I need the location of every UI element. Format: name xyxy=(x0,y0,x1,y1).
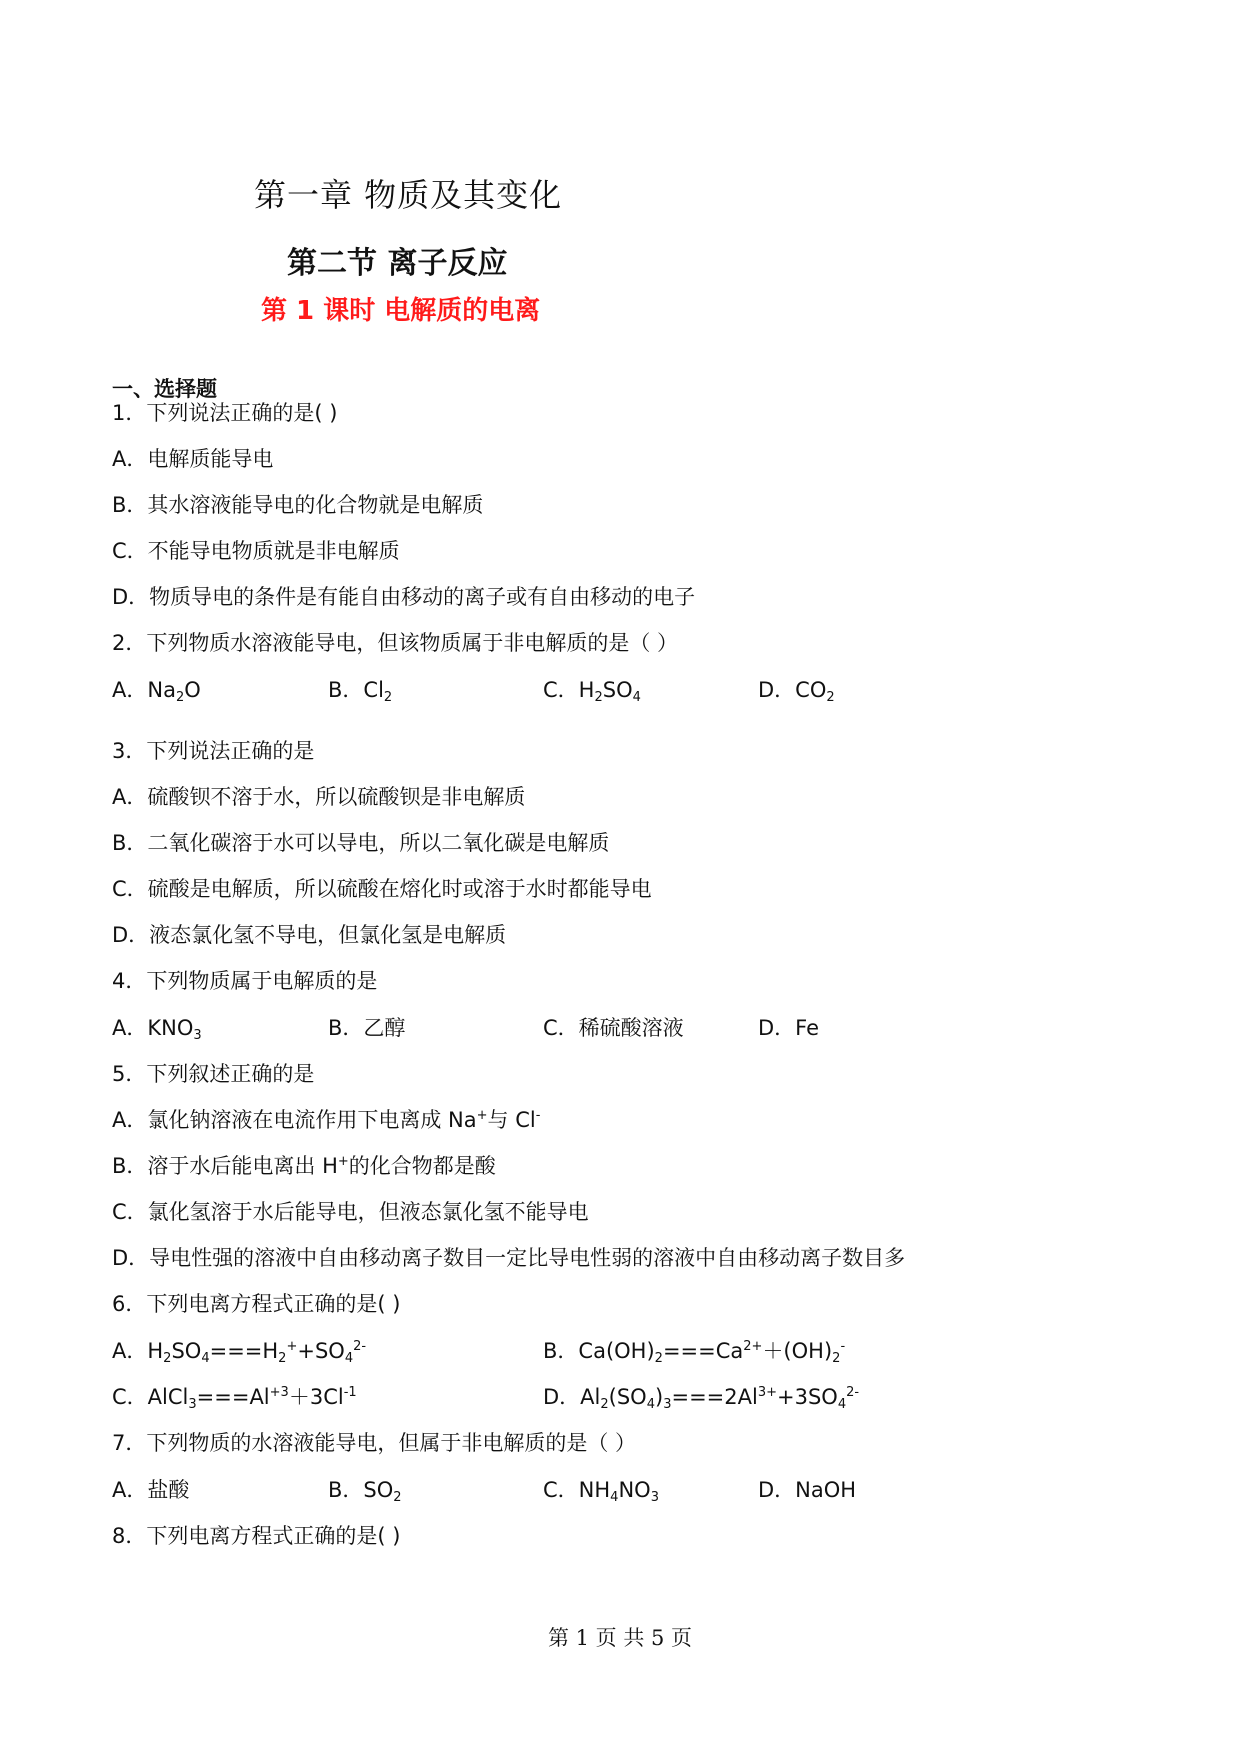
question-line xyxy=(112,397,337,427)
text-run: A．盐酸 xyxy=(112,1478,190,1502)
section-title: 第二节 离子反应 xyxy=(287,246,508,281)
question-line xyxy=(758,1012,819,1042)
text-run: 8．下列电离方程式正确的是( ) xyxy=(112,1524,401,1548)
text-run: D．导电性强的溶液中自由移动离子数目一定比导电性弱的溶液中自由移动离子数目多 xyxy=(112,1246,906,1270)
lesson-title: 第 1 课时 电解质的电离 xyxy=(261,296,541,326)
question-line xyxy=(328,674,392,704)
text-run: C．氯化氢溶于水后能导电，但液态氯化氢不能导电 xyxy=(112,1200,589,1224)
subscript: 3 xyxy=(188,1397,197,1412)
part-heading: 一、选择题 xyxy=(112,377,217,401)
text-run: SO xyxy=(171,1339,202,1363)
question-line xyxy=(112,1242,905,1272)
text-run: ===Al xyxy=(196,1385,270,1409)
subscript: 3 xyxy=(193,1028,202,1043)
text-run: C．不能导电物质就是非电解质 xyxy=(112,539,400,563)
question-line xyxy=(112,1335,366,1365)
text-run: D．CO xyxy=(758,678,827,702)
superscript: + xyxy=(476,1108,488,1123)
text-run: B．二氧化碳溶于水可以导电，所以二氧化碳是电解质 xyxy=(112,831,610,855)
subscript: 2 xyxy=(654,1351,663,1366)
text-run: 的化合物都是酸 xyxy=(348,1154,496,1178)
subscript: 4 xyxy=(837,1397,847,1412)
question-line xyxy=(758,1474,856,1504)
subscript: 4 xyxy=(610,1490,619,1505)
text-run: 与 Cl xyxy=(487,1108,536,1132)
text-run: B．Cl xyxy=(328,678,384,702)
subscript: 2 xyxy=(163,1351,172,1366)
text-run: D．物质导电的条件是有能自由移动的离子或有自由移动的电子 xyxy=(112,585,696,609)
subscript: 2 xyxy=(594,690,603,705)
question-line xyxy=(543,1335,845,1365)
subscript: 2 xyxy=(278,1351,287,1366)
superscript: - xyxy=(840,1339,846,1354)
text-run: +SO xyxy=(297,1339,345,1363)
text-run: ) xyxy=(655,1385,664,1409)
text-run: ＋3Cl xyxy=(288,1385,344,1409)
subscript: 2 xyxy=(175,690,185,705)
question-line xyxy=(112,873,652,903)
text-run: 6．下列电离方程式正确的是( ) xyxy=(112,1292,401,1316)
superscript: + xyxy=(286,1339,298,1354)
text-run: B．SO xyxy=(328,1478,394,1502)
text-run: B．Ca(OH) xyxy=(543,1339,655,1363)
text-run: NO xyxy=(618,1478,651,1502)
subscript: 2 xyxy=(600,1397,609,1412)
text-run: C．H xyxy=(543,678,595,702)
question-line xyxy=(112,535,400,565)
question-line xyxy=(112,735,314,765)
text-run: +3SO xyxy=(777,1385,838,1409)
subscript: 3 xyxy=(663,1397,672,1412)
subscript: 2 xyxy=(383,690,393,705)
question-line xyxy=(543,1381,859,1411)
page-footer: 第 1 页 共 5 页 xyxy=(547,1626,693,1650)
question-line xyxy=(112,1474,189,1504)
question-line xyxy=(112,627,678,657)
question-line xyxy=(112,1058,314,1088)
text-run: ===Ca xyxy=(662,1339,744,1363)
superscript: 2+ xyxy=(743,1339,763,1354)
question-line xyxy=(112,1150,496,1180)
text-run: C．AlCl xyxy=(112,1385,189,1409)
subscript: 2 xyxy=(393,1490,402,1505)
question-line xyxy=(112,781,525,811)
text-run: 5．下列叙述正确的是 xyxy=(112,1062,315,1086)
superscript: +3 xyxy=(269,1385,289,1400)
text-run: ＋(OH) xyxy=(762,1339,833,1363)
question-line xyxy=(112,919,506,949)
text-run: B．乙醇 xyxy=(328,1016,406,1040)
subscript: 4 xyxy=(201,1351,210,1366)
text-run: 4．下列物质属于电解质的是 xyxy=(112,969,378,993)
text-run: A．KNO xyxy=(112,1016,194,1040)
text-run: 3．下列说法正确的是 xyxy=(112,739,315,763)
text-run: A．H xyxy=(112,1339,164,1363)
text-run: ===H xyxy=(209,1339,279,1363)
question-line xyxy=(112,489,483,519)
question-line xyxy=(112,581,695,611)
text-run: 2．下列物质水溶液能导电，但该物质属于非电解质的是（ ） xyxy=(112,631,679,655)
text-run: SO xyxy=(602,678,633,702)
text-run: C．NH xyxy=(543,1478,611,1502)
question-line xyxy=(112,1196,589,1226)
text-run: D．液态氯化氢不导电，但氯化氢是电解质 xyxy=(112,923,507,947)
text-run: C．稀硫酸溶液 xyxy=(543,1016,684,1040)
text-run: A．硫酸钡不溶于水，所以硫酸钡是非电解质 xyxy=(112,785,526,809)
question-line xyxy=(543,674,641,704)
question-line xyxy=(112,1288,400,1318)
text-run: D．NaOH xyxy=(758,1478,857,1502)
text-run: A．Na xyxy=(112,678,176,702)
text-run: A．电解质能导电 xyxy=(112,447,274,471)
text-run: 1．下列说法正确的是( ) xyxy=(112,401,338,425)
superscript: 2- xyxy=(353,1339,367,1354)
text-run: C．硫酸是电解质，所以硫酸在熔化时或溶于水时都能导电 xyxy=(112,877,652,901)
superscript: + xyxy=(337,1154,349,1169)
superscript: 2- xyxy=(846,1385,860,1400)
question-line xyxy=(112,1381,357,1411)
question-line xyxy=(328,1474,402,1504)
question-line xyxy=(112,443,273,473)
subscript: 4 xyxy=(632,690,641,705)
subscript: 2 xyxy=(826,690,835,705)
text-run: A．氯化钠溶液在电流作用下电离成 Na xyxy=(112,1108,477,1132)
superscript: - xyxy=(535,1108,541,1123)
chapter-title: 第一章 物质及其变化 xyxy=(254,176,563,214)
text-run: ===2Al xyxy=(671,1385,758,1409)
question-line xyxy=(112,674,201,704)
subscript: 3 xyxy=(650,1490,659,1505)
subscript: 4 xyxy=(646,1397,655,1412)
text-run: D．Al xyxy=(543,1385,601,1409)
question-line xyxy=(758,674,835,704)
text-run: (SO xyxy=(608,1385,647,1409)
text-run: D．Fe xyxy=(758,1016,820,1040)
text-run: B．溶于水后能电离出 H xyxy=(112,1154,338,1178)
question-line xyxy=(112,827,609,857)
subscript: 2 xyxy=(832,1351,841,1366)
text-run: O xyxy=(184,678,201,702)
question-line xyxy=(112,1427,636,1457)
question-line xyxy=(112,1012,202,1042)
subscript: 4 xyxy=(344,1351,354,1366)
question-line xyxy=(543,1012,684,1042)
text-run: B．其水溶液能导电的化合物就是电解质 xyxy=(112,493,484,517)
question-line xyxy=(112,1520,400,1550)
superscript: 3+ xyxy=(757,1385,778,1400)
superscript: -1 xyxy=(343,1385,357,1400)
question-line xyxy=(328,1012,405,1042)
text-run: 7．下列物质的水溶液能导电，但属于非电解质的是（ ） xyxy=(112,1431,637,1455)
question-line xyxy=(543,1474,659,1504)
question-line xyxy=(112,965,377,995)
question-line xyxy=(112,1104,540,1134)
